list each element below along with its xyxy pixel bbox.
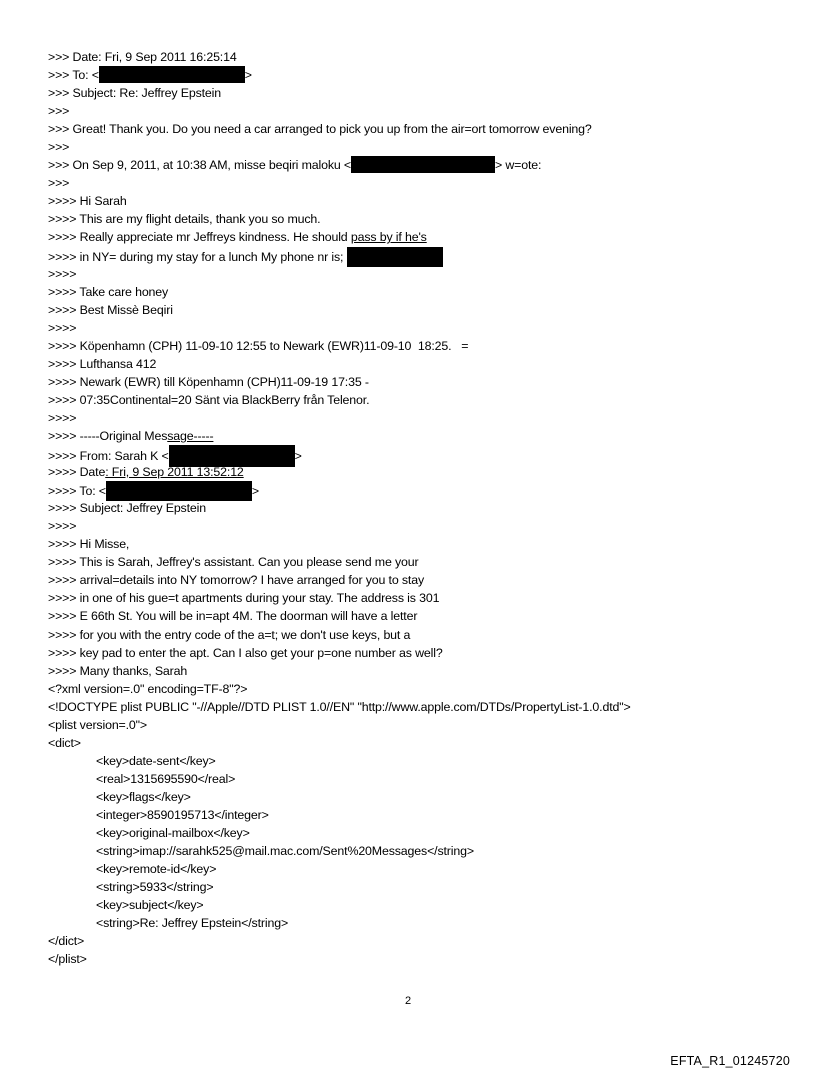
text-line: >>> To: < > bbox=[48, 68, 252, 83]
text-line: >>>> Many thanks, Sarah bbox=[48, 663, 188, 678]
text-line: >>>> bbox=[48, 519, 77, 534]
text-line: >>>> bbox=[48, 266, 77, 281]
text-line: >>>> From: Sarah K < > bbox=[48, 445, 788, 463]
redaction-bar bbox=[351, 156, 495, 173]
text-line: >>> Subject: Re: Jeffrey Epstein bbox=[48, 86, 222, 101]
plist-line: <key>flags</key> bbox=[96, 789, 191, 804]
plist-line: <!DOCTYPE plist PUBLIC "-//Apple//DTD PLIST 1.0//EN" "http://www.apple.com/DTDs/PropertyList-1.0.dtd"> bbox=[48, 699, 631, 714]
plist-line: <integer>8590195713</integer> bbox=[96, 807, 269, 822]
text-line: >>>> Köpenhamn (CPH) 11-09-10 12:55 to Newark (EWR)11-09-10 18:25. = bbox=[48, 338, 469, 353]
text-line: >>>> Lufthansa 412 bbox=[48, 356, 157, 371]
text-line: >>>> bbox=[48, 320, 77, 335]
text-line: >>>> in NY= during my stay for a lunch My phone nr is; bbox=[48, 247, 788, 265]
text-line: >>> Great! Thank you. Do you need a car arranged to pick you up from the air=ort tomorrow evening? bbox=[48, 122, 592, 137]
text-line: >>>> This are my flight details, thank you so much. bbox=[48, 212, 321, 227]
redaction-bar bbox=[347, 247, 443, 267]
plist-line: <key>remote-id</key> bbox=[96, 862, 217, 877]
text-line: >>>> 07:35Continental=20 Sänt via BlackBerry från Telenor. bbox=[48, 392, 370, 407]
plist-line: <?xml version=.0" encoding=TF-8"?> bbox=[48, 681, 248, 696]
text-line: >>>> -----Original Message----- bbox=[48, 428, 214, 443]
text-line: >>>> E 66th St. You will be in=apt 4M. The doorman will have a letter bbox=[48, 609, 418, 624]
redaction-bar bbox=[99, 66, 245, 83]
plist-line: <string>imap://sarahk525@mail.mac.com/Sent%20Messages</string> bbox=[96, 844, 474, 859]
text-line: >>> bbox=[48, 104, 70, 119]
text-line: >>>> arrival=details into NY tomorrow? I have arranged for you to stay bbox=[48, 573, 424, 588]
text-line: >>>> bbox=[48, 410, 77, 425]
plist-line: <plist version=.0"> bbox=[48, 717, 148, 732]
bates-number: EFTA_R1_01245720 bbox=[670, 1054, 790, 1068]
text-line: >>> On Sep 9, 2011, at 10:38 AM, misse beqiri maloku < > w=ote: bbox=[48, 158, 542, 173]
text-line: >>>> Best Missè Beqiri bbox=[48, 302, 173, 317]
text-line: >>> Date: Fri, 9 Sep 2011 16:25:14 bbox=[48, 50, 237, 64]
text-line: >>>> This is Sarah, Jeffrey's assistant. Can you please send me your bbox=[48, 555, 419, 570]
plist-line: <dict> bbox=[48, 735, 81, 750]
text-line: >>>> Hi Misse, bbox=[48, 537, 130, 552]
plist-line: <string>5933</string> bbox=[96, 880, 214, 895]
plist-line: </plist> bbox=[48, 952, 87, 967]
plist-line: <real>1315695590</real> bbox=[96, 771, 236, 786]
plist-line: <key>date-sent</key> bbox=[96, 753, 216, 768]
page-number: 2 bbox=[404, 995, 412, 1007]
text-line: >>>> Date: Fri, 9 Sep 2011 13:52:12 bbox=[48, 465, 244, 480]
redaction-bar bbox=[106, 481, 252, 501]
plist-line: <string>Re: Jeffrey Epstein</string> bbox=[96, 916, 289, 931]
text-line: >>>> in one of his gue=t apartments during your stay. The address is 301 bbox=[48, 591, 440, 606]
text-line: >>>> Newark (EWR) till Köpenhamn (CPH)11-09-19 17:35 - bbox=[48, 374, 369, 389]
text-line: >>> bbox=[48, 176, 70, 191]
text-line: >>> bbox=[48, 140, 70, 155]
text-line: >>>> To: < > bbox=[48, 481, 788, 499]
text-line: >>>> Take care honey bbox=[48, 284, 169, 299]
plist-line: </dict> bbox=[48, 934, 85, 949]
text-line: >>>> Subject: Jeffrey Epstein bbox=[48, 501, 206, 516]
text-line: >>>> Really appreciate mr Jeffreys kindness. He should pass by if he's bbox=[48, 230, 427, 245]
text-line: >>>> key pad to enter the apt. Can I also get your p=one number as well? bbox=[48, 645, 443, 660]
plist-line: <key>original-mailbox</key> bbox=[96, 826, 250, 841]
text-line: >>>> for you with the entry code of the a=t; we don't use keys, but a bbox=[48, 627, 411, 642]
email-text-body bbox=[48, 48, 788, 968]
text-line: >>>> Hi Sarah bbox=[48, 194, 127, 209]
plist-line: <key>subject</key> bbox=[96, 898, 204, 913]
